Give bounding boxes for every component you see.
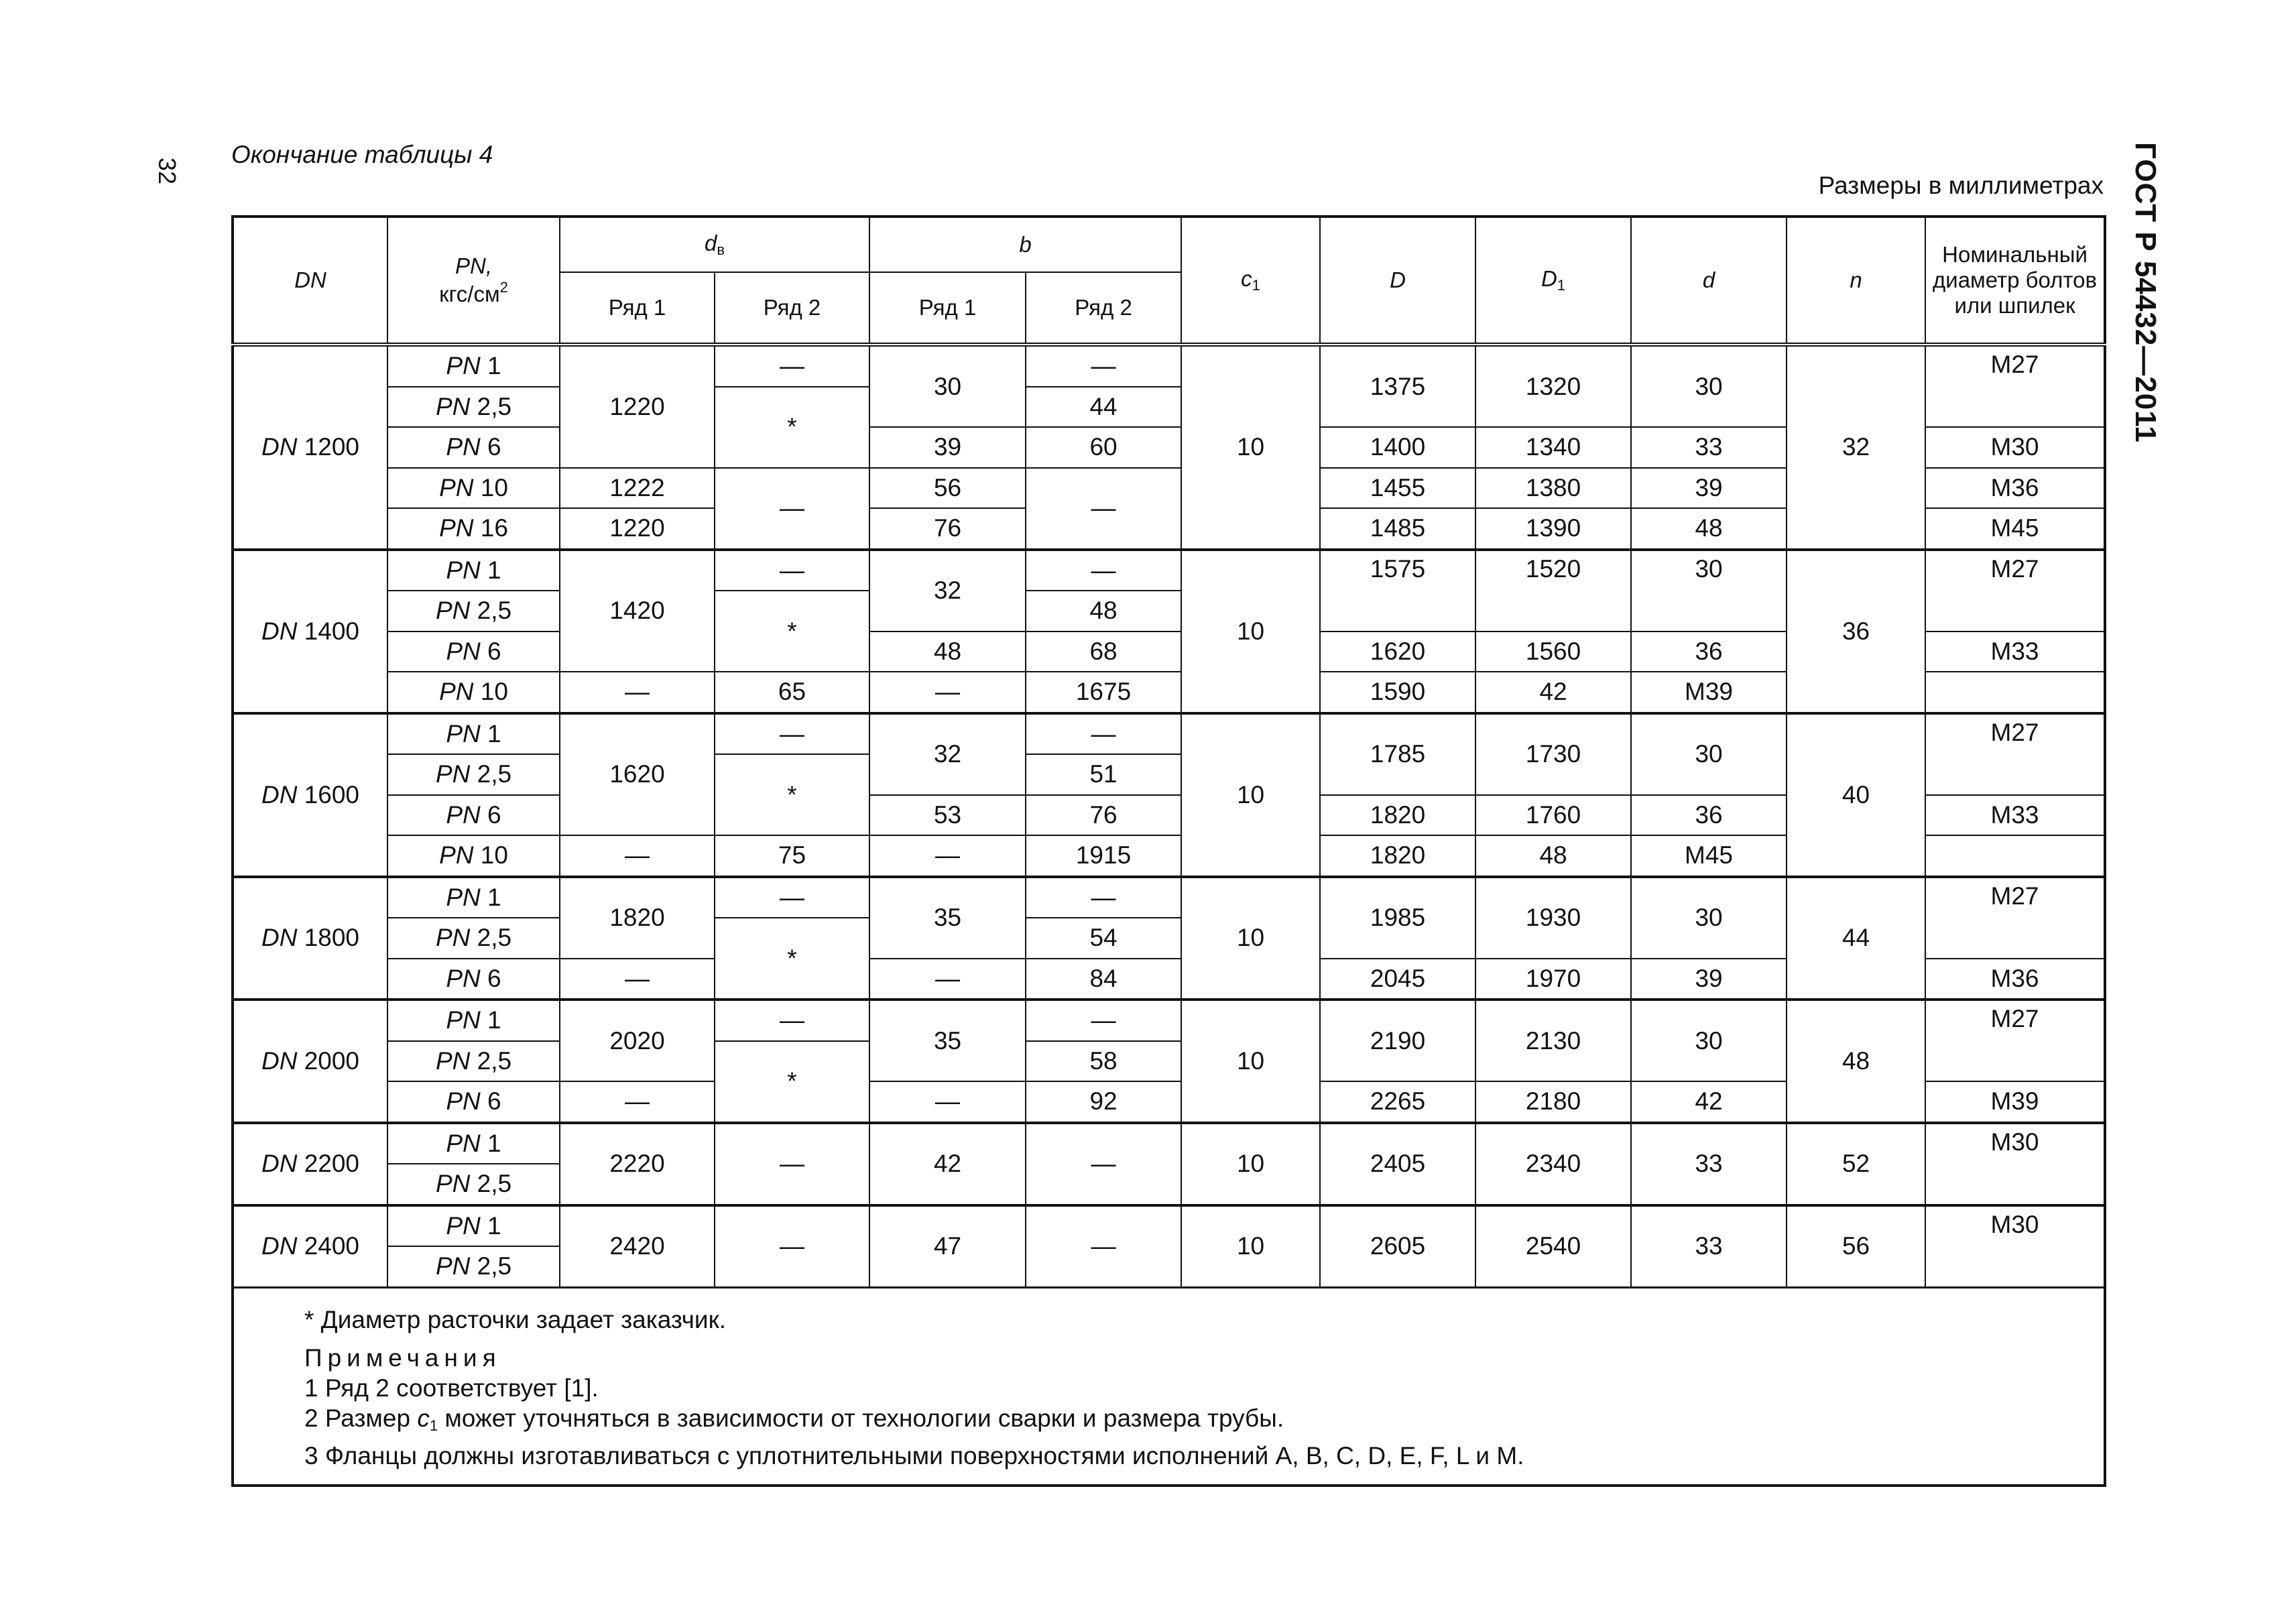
D-cell: 1785	[1320, 713, 1475, 795]
D-cell: 2405	[1320, 1123, 1475, 1205]
designation-prefix: DN	[261, 1150, 298, 1177]
D-cell: 1820	[1320, 795, 1475, 836]
b1-cell: 47	[869, 1205, 1026, 1288]
designation-prefix: DN	[261, 617, 298, 645]
b1-cell: 56	[869, 468, 1026, 509]
header-dv: $d_в$	[560, 217, 869, 272]
b2-cell: —	[1026, 1123, 1181, 1205]
b2-cell: —	[1026, 468, 1181, 550]
bolt-cell: M30	[1925, 427, 2105, 468]
bolt-cell: M36	[1925, 468, 2105, 509]
dv1-cell: —	[560, 959, 715, 1000]
dv1-cell: 1820	[560, 877, 715, 959]
dv2-cell: —	[715, 877, 869, 918]
b2-cell: —	[1026, 550, 1181, 591]
b2-cell: 58	[1026, 1041, 1181, 1082]
bolt-cell: M30	[1925, 1205, 2105, 1288]
designation-prefix: DN	[261, 433, 298, 461]
bolt-cell: M27	[1925, 550, 2105, 632]
note-2: 2 Размер $c_1$ может уточняться в зависимости от технологии сварки и размера трубы.	[304, 1404, 1284, 1434]
D-cell: 1675	[1026, 672, 1181, 713]
table-caption: Окончание таблицы 4	[231, 141, 493, 168]
d-cell: 33	[1631, 427, 1787, 468]
pn-cell: PN 2,5	[387, 591, 560, 632]
designation-prefix: PN	[446, 719, 481, 747]
b2-cell: —	[1026, 1205, 1181, 1288]
b2-cell: —	[1026, 345, 1181, 387]
b2-cell: 48	[1026, 591, 1181, 632]
designation-prefix: PN	[439, 841, 474, 869]
n-cell: 44	[1787, 877, 1925, 1000]
dv1-cell: 2020	[560, 1000, 715, 1081]
header-b-row2: Ряд 2	[1026, 272, 1181, 345]
pn-cell: PN 6	[387, 959, 560, 1000]
pn-cell: PN 2,5	[387, 1164, 560, 1205]
dn-cell: DN 1200	[233, 345, 387, 550]
D1-cell: 1520	[1475, 550, 1631, 632]
D-cell: 1575	[1320, 550, 1475, 632]
b2-cell: 92	[1026, 1081, 1181, 1123]
notes-heading: Примечания	[304, 1343, 501, 1372]
dv2-cell: —	[715, 345, 869, 387]
D-cell: 1400	[1320, 427, 1475, 468]
b2-cell: 51	[1026, 754, 1181, 795]
D1-cell: 1340	[1475, 427, 1631, 468]
D1-cell: 1930	[1475, 877, 1631, 959]
d-cell: 36	[1631, 795, 1787, 836]
D-cell: 1375	[1320, 345, 1475, 427]
header-D1: $D_1$	[1475, 217, 1631, 345]
D-cell: 1915	[1026, 835, 1181, 877]
table-row	[233, 1205, 2105, 1247]
dv1-cell: —	[560, 1081, 715, 1123]
c1-cell: 10	[1181, 550, 1320, 713]
designation-prefix: PN	[435, 924, 471, 952]
c1-cell: 10	[1181, 1000, 1320, 1123]
header-dn: DN	[233, 217, 387, 345]
b1-cell: 39	[869, 427, 1026, 468]
dv1-cell: 1220	[560, 508, 715, 550]
designation-prefix: PN	[435, 1170, 471, 1198]
D1-cell: 1590	[1320, 672, 1475, 713]
D1-cell: 1560	[1475, 632, 1631, 672]
header-c1: $c_1$	[1181, 217, 1320, 345]
pn-cell: PN 2,5	[387, 387, 560, 428]
dn-cell: DN 2400	[233, 1205, 387, 1288]
header-b-row1: Ряд 1	[869, 272, 1026, 345]
designation-prefix: PN	[446, 1129, 481, 1157]
standard-designation: ГОСТ Р 54432—2011	[2129, 142, 2162, 443]
designation-prefix: PN	[446, 800, 481, 829]
dv2-cell: —	[560, 835, 715, 877]
dn-cell: DN 2000	[233, 1000, 387, 1123]
c1-cell: 10	[1181, 1123, 1320, 1205]
pn-cell: PN 1	[387, 550, 560, 591]
dv2-cell: *	[715, 387, 869, 468]
pn-cell: PN 1	[387, 1000, 560, 1041]
pn-cell: PN 6	[387, 427, 560, 468]
d-cell: 30	[1631, 550, 1787, 632]
pn-cell: PN 1	[387, 713, 560, 755]
bolt-cell: M33	[1925, 632, 2105, 672]
pn-cell: PN 2,5	[387, 1246, 560, 1287]
designation-prefix: DN	[261, 780, 298, 808]
n-cell: 32	[1787, 345, 1925, 550]
c1-cell: 10	[1181, 1205, 1320, 1288]
D-cell: 1455	[1320, 468, 1475, 509]
designation-prefix: PN	[439, 678, 474, 706]
pn-cell: PN 1	[387, 1123, 560, 1164]
bolt-cell: M45	[1631, 835, 1787, 877]
d-cell: 33	[1631, 1123, 1787, 1205]
D1-cell: 1390	[1475, 508, 1631, 550]
D-cell: 2045	[1320, 959, 1475, 1000]
header-D: D	[1320, 217, 1475, 345]
pn-cell: PN 1	[387, 877, 560, 918]
header-b: b	[869, 217, 1181, 272]
table-row	[233, 550, 2105, 591]
pn-cell: PN 2,5	[387, 1041, 560, 1082]
n-cell: 48	[1787, 1000, 1925, 1123]
b2-cell: 60	[1026, 427, 1181, 468]
designation-prefix: PN	[446, 883, 481, 911]
D-cell: 2605	[1320, 1205, 1475, 1288]
D-cell: 1620	[1320, 632, 1475, 672]
header-n: n	[1787, 217, 1925, 345]
dv1-cell: 1222	[560, 468, 715, 509]
D1-cell: 1970	[1475, 959, 1631, 1000]
b1-cell: 32	[869, 550, 1026, 632]
dv2-cell: *	[715, 754, 869, 835]
dv2-cell: —	[715, 1123, 869, 1205]
D1-cell: 1320	[1475, 345, 1631, 427]
b2-cell: 44	[1026, 387, 1181, 428]
dv1-cell: 2420	[560, 1205, 715, 1288]
d-cell: 30	[1631, 1000, 1787, 1081]
d-cell: 39	[1631, 468, 1787, 509]
dv2-cell: —	[715, 713, 869, 755]
bolt-cell: M33	[1925, 795, 2105, 836]
dv1-cell: 1420	[560, 550, 715, 672]
b2-cell: 76	[1026, 795, 1181, 836]
dv1-cell: 1620	[560, 713, 715, 836]
pn-cell: PN 6	[387, 1081, 560, 1123]
bolt-cell: M39	[1631, 672, 1787, 713]
table-row	[233, 713, 2105, 755]
pn-cell: PN 10	[387, 468, 560, 509]
bolt-cell: M27	[1925, 1000, 2105, 1081]
d-cell: 30	[1631, 713, 1787, 795]
d-cell: 30	[1631, 345, 1787, 427]
b1-cell: 32	[869, 713, 1026, 795]
pn-cell: PN 10	[387, 672, 560, 713]
table-row	[233, 1000, 2105, 1041]
b2-cell: 84	[1026, 959, 1181, 1000]
bolt-cell: M27	[1925, 345, 2105, 427]
designation-prefix: PN	[446, 637, 481, 665]
designation-prefix: PN	[446, 1087, 481, 1116]
note-3: 3 Фланцы должны изготавливаться с уплотнительными поверхностями исполнений А, В, С, D, E, F, L и М.	[304, 1441, 1524, 1469]
D1-cell: 1730	[1475, 713, 1631, 795]
b1-cell: 30	[869, 345, 1026, 427]
D1-cell: 2130	[1475, 1000, 1631, 1081]
b2-cell: —	[1026, 877, 1181, 918]
designation-prefix: PN	[435, 760, 471, 788]
bolt-cell: M30	[1925, 1123, 2105, 1205]
header-bolt-diameter: Номинальный диаметр болтов или шпилек	[1925, 217, 2105, 345]
page-number: 32	[154, 158, 181, 185]
n-cell: 56	[1787, 1205, 1925, 1288]
dn-cell: DN 1400	[233, 550, 387, 713]
b2-cell: 68	[1026, 632, 1181, 672]
notes-cell	[233, 1287, 2105, 1486]
b1-cell: 76	[869, 508, 1026, 550]
dv2-cell: *	[715, 591, 869, 672]
bolt-cell: M39	[1925, 1081, 2105, 1123]
b1-cell: 65	[715, 672, 869, 713]
pn-cell: PN 1	[387, 1205, 560, 1247]
header-dv-row2: Ряд 2	[715, 272, 869, 345]
n-cell: 52	[1787, 1123, 1925, 1205]
b1-cell: 35	[869, 877, 1026, 959]
D1-cell: 2340	[1475, 1123, 1631, 1205]
b2-cell: 54	[1026, 918, 1181, 959]
d-cell: 30	[1631, 877, 1787, 959]
designation-prefix: PN	[439, 473, 474, 501]
designation-prefix: PN	[446, 1006, 481, 1034]
header-pn: PN, кгс/$см^2$	[387, 217, 560, 345]
header-dv-row1: Ряд 1	[560, 272, 715, 345]
b2-cell: —	[869, 672, 1026, 713]
D-cell: 1985	[1320, 877, 1475, 959]
designation-prefix: PN	[435, 597, 471, 625]
pn-cell: PN 6	[387, 632, 560, 672]
note-1: 1 Ряд 2 соответствует [1].	[304, 1374, 599, 1402]
designation-prefix: PN	[446, 433, 481, 461]
c1-cell: 10	[1181, 713, 1320, 877]
table-row	[233, 1123, 2105, 1164]
designation-prefix: PN	[446, 964, 481, 992]
bolt-cell: M45	[1925, 508, 2105, 550]
pn-cell: PN 2,5	[387, 754, 560, 795]
b1-cell: 75	[715, 835, 869, 877]
header-d: d	[1631, 217, 1787, 345]
bolt-cell: M27	[1925, 877, 2105, 959]
dn-cell: DN 2200	[233, 1123, 387, 1205]
dv2-cell: —	[715, 468, 869, 550]
dv1-cell: 2220	[560, 1123, 715, 1205]
pn-cell: PN 2,5	[387, 918, 560, 959]
D-cell: 2190	[1320, 1000, 1475, 1081]
d-cell: 39	[1631, 959, 1787, 1000]
flange-dimensions-table	[231, 215, 2106, 1487]
bolt-cell: M36	[1925, 959, 2105, 1000]
designation-prefix: PN	[435, 1252, 471, 1280]
dv2-cell: *	[715, 918, 869, 1000]
table-row	[233, 877, 2105, 918]
D1-cell: 1820	[1320, 835, 1475, 877]
designation-prefix: PN	[446, 556, 481, 584]
notes-row	[233, 1287, 2105, 1486]
b1-cell: —	[869, 1081, 1026, 1123]
footnote: * Диаметр расточки задает заказчик.	[304, 1305, 727, 1333]
designation-prefix: DN	[261, 924, 298, 952]
designation-prefix: PN	[439, 514, 474, 542]
D1-cell: 1760	[1475, 795, 1631, 836]
dv2-cell: *	[715, 1041, 869, 1123]
D1-cell: 2180	[1475, 1081, 1631, 1123]
dn-cell: DN 1600	[233, 713, 387, 877]
designation-prefix: PN	[446, 352, 481, 380]
D-cell: 1485	[1320, 508, 1475, 550]
dv2-cell: —	[715, 1000, 869, 1041]
D1-cell: 1380	[1475, 468, 1631, 509]
designation-prefix: DN	[261, 1232, 298, 1260]
c1-cell: 10	[1181, 877, 1320, 1000]
pn-cell: PN 10	[387, 835, 560, 877]
dv2-cell: —	[715, 1205, 869, 1288]
d-cell: 36	[1631, 632, 1787, 672]
b1-cell: 53	[869, 795, 1026, 836]
d-cell: 33	[1631, 1205, 1787, 1288]
designation-prefix: PN	[435, 392, 471, 420]
dv1-cell: 1220	[560, 345, 715, 468]
dv2-cell: —	[560, 672, 715, 713]
b2-cell: —	[1026, 713, 1181, 755]
d-cell: 48	[1631, 508, 1787, 550]
b1-cell: —	[869, 959, 1026, 1000]
units-note: Размеры в миллиметрах	[1818, 172, 2104, 199]
pn-cell: PN 6	[387, 795, 560, 836]
d-cell: 48	[1475, 835, 1631, 877]
designation-prefix: PN	[435, 1046, 471, 1075]
b1-cell: 42	[869, 1123, 1026, 1205]
b2-cell: —	[869, 835, 1026, 877]
b1-cell: 35	[869, 1000, 1026, 1081]
designation-prefix: PN	[446, 1211, 481, 1240]
bolt-cell: M27	[1925, 713, 2105, 795]
dn-cell: DN 1800	[233, 877, 387, 1000]
pn-cell: PN 1	[387, 345, 560, 387]
pn-cell: PN 16	[387, 508, 560, 550]
b1-cell: 48	[869, 632, 1026, 672]
n-cell: 36	[1787, 550, 1925, 713]
D-cell: 2265	[1320, 1081, 1475, 1123]
designation-prefix: DN	[261, 1046, 298, 1075]
n-cell: 40	[1787, 713, 1925, 877]
d-cell: 42	[1631, 1081, 1787, 1123]
d-cell: 42	[1475, 672, 1631, 713]
c1-cell: 10	[1181, 345, 1320, 550]
D1-cell: 2540	[1475, 1205, 1631, 1288]
table-row	[233, 345, 2105, 387]
b2-cell: —	[1026, 1000, 1181, 1041]
dv2-cell: —	[715, 550, 869, 591]
